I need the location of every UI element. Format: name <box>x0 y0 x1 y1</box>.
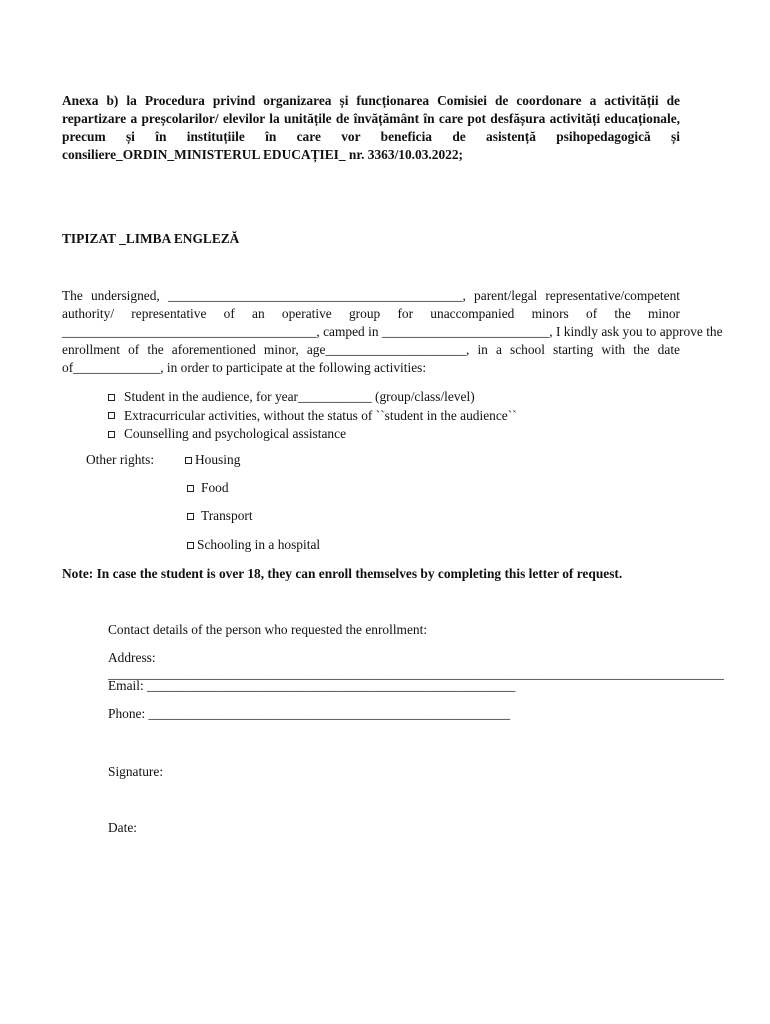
right-option-schooling[interactable] <box>187 537 320 553</box>
phone-field[interactable]: Phone: ______________________________________________________ <box>108 706 511 721</box>
checkbox-icon[interactable] <box>187 542 194 549</box>
request-line-1: The undersigned, ____________________________________________, parent/legal representative/competent <box>62 288 680 303</box>
age-note: Note: In case the student is over 18, they can enroll themselves by completing this letter of request. <box>62 566 623 581</box>
annex-reference: Anexa b) la Procedura privind organizarea și funcționarea Comisiei de coordonare a activității de repartizare a preșcolarilor/ elevilor la unitățile de învățământ în care pot desfășura activități educaționale, precum și în instituțiile în care vor beneficia de asistență psihopedagogică și consiliere_ORDIN_MINISTERUL EDUCAȚIEI_ nr. 3363/10.03.2022; <box>62 93 680 162</box>
activity-label: Counselling and psychological assistance <box>124 426 347 441</box>
activity-label: Extracurricular activities, without the status of ``student in the audience`` <box>124 407 517 423</box>
right-label: Schooling in a hospital <box>197 537 321 552</box>
form-type-title: TIPIZAT _LIMBA ENGLEZĂ <box>62 231 240 246</box>
other-rights-label: Other rights: <box>86 452 155 467</box>
contact-heading: Contact details of the person who requested the enrollment: <box>108 622 428 637</box>
activity-option[interactable] <box>108 388 517 407</box>
checkbox-icon[interactable] <box>108 394 115 401</box>
request-paragraph <box>62 287 723 377</box>
address-field[interactable]: Address: ____________________________________________________________________________________________ <box>108 650 724 681</box>
checkbox-icon[interactable] <box>108 412 115 419</box>
activity-label: Student in the audience, for year___________ (group/class/level) <box>124 389 475 404</box>
right-option-food[interactable] <box>187 480 229 496</box>
right-option-housing[interactable] <box>185 452 240 468</box>
checkbox-icon[interactable] <box>187 485 194 492</box>
right-label: Transport <box>201 508 253 523</box>
checkbox-icon[interactable] <box>187 513 194 520</box>
activity-options <box>108 388 517 444</box>
date-label: Date: <box>108 820 137 835</box>
right-label: Food <box>201 480 229 495</box>
activity-option[interactable] <box>108 425 517 444</box>
request-line-5: of_____________, in order to participate at the following activities: <box>62 360 427 375</box>
request-line-2: authority/ representative of an operative group for unaccompanied minors of the minor <box>62 306 680 321</box>
email-field[interactable]: Email: _______________________________________________________ <box>108 678 516 693</box>
right-label: Housing <box>195 452 241 467</box>
signature-label: Signature: <box>108 764 164 779</box>
request-line-3: ______________________________________, camped in _________________________, I kindly ask you to approve the <box>62 324 723 339</box>
checkbox-icon[interactable] <box>108 431 115 438</box>
activity-option[interactable] <box>108 407 517 426</box>
right-option-transport[interactable] <box>187 508 253 524</box>
checkbox-icon[interactable] <box>185 457 192 464</box>
request-line-4: enrollment of the aforementioned minor, age_____________________, in a school starting with the date <box>62 342 680 357</box>
